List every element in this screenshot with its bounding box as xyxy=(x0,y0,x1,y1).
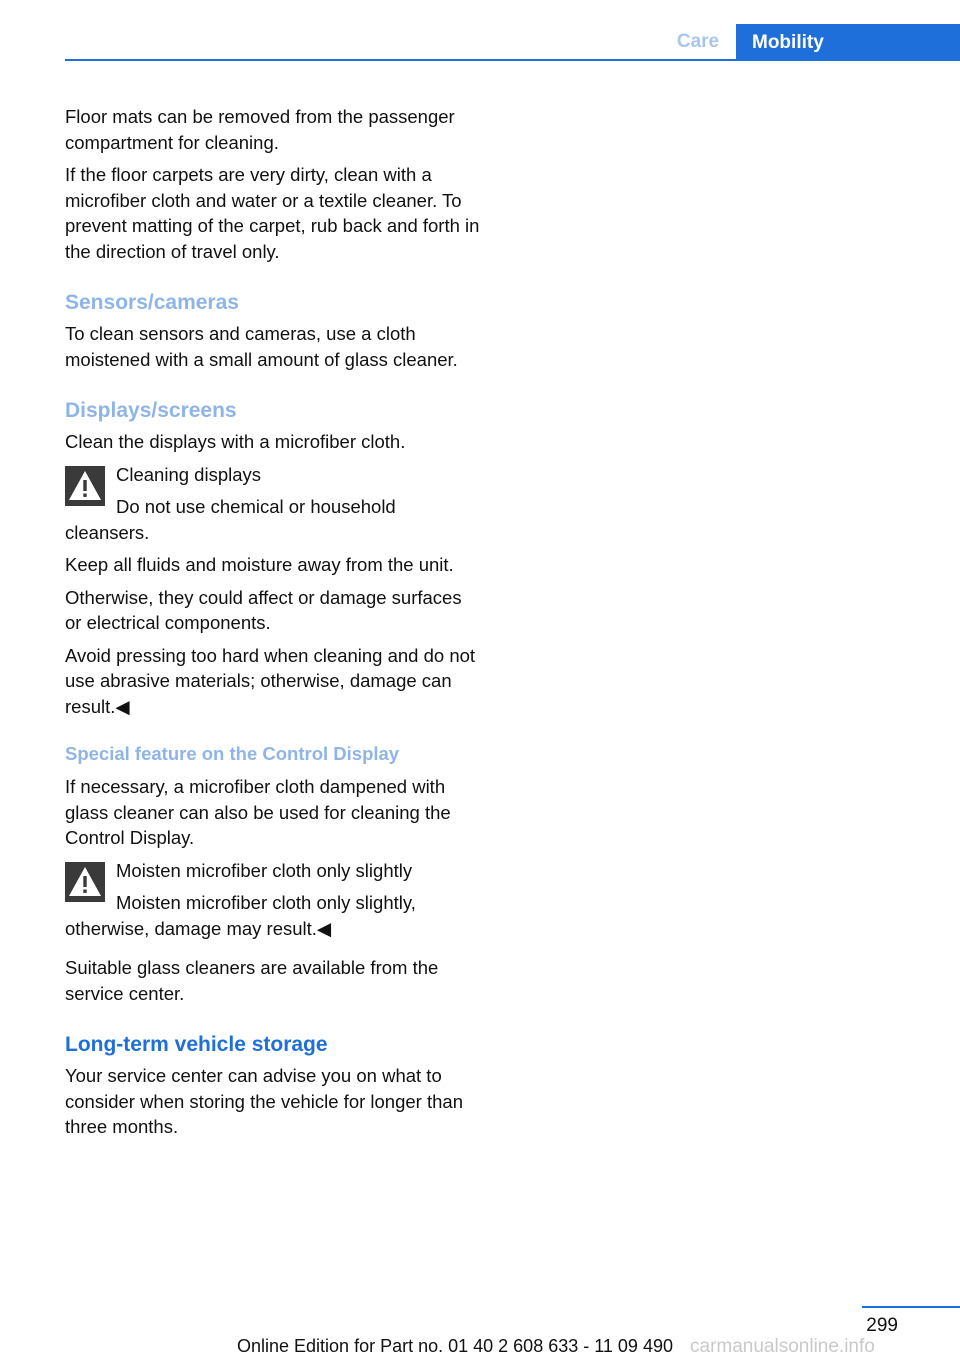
paragraph-floor-carpets: If the floor carpets are very dirty, clean with a microfiber cloth and water or a textile cleaner. To prevent matting of the carpet, rub back and forth in the direction of travel only. xyxy=(65,164,480,262)
paragraph-displays: Clean the displays with a microfiber cloth. xyxy=(65,431,406,452)
warning-title: Cleaning displays xyxy=(116,463,262,485)
warning-triangle-icon xyxy=(65,862,105,902)
paragraph-fluids: Keep all fluids and moisture away from the unit. xyxy=(65,554,454,575)
warning-text: Moisten microfiber cloth only slightly, otherwise, damage may result.◀ xyxy=(65,892,416,939)
heading-special-feature: Special feature on the Control Display xyxy=(65,743,400,764)
warning-text: Do not use chemical or household cleansers. xyxy=(65,496,396,543)
heading-displays-screens: Displays/screens xyxy=(65,399,237,422)
paragraph-avoid-pressing: Avoid pressing too hard when cleaning and do not use abrasive materials; otherwise, damage can result.◀ xyxy=(65,644,476,717)
heading-long-term-storage: Long-term vehicle storage xyxy=(65,1033,328,1056)
footer-rule xyxy=(862,1306,960,1308)
warning-cleaning-displays xyxy=(65,462,483,546)
warning-moisten-cloth xyxy=(65,858,483,942)
paragraph-otherwise: Otherwise, they could affect or damage surfaces or electrical components. xyxy=(65,586,462,633)
page-content xyxy=(65,104,483,1147)
paragraph-floor-mats: Floor mats can be removed from the passenger compartment for cleaning. xyxy=(65,106,455,153)
watermark: carmanualsonline.info xyxy=(690,1336,875,1357)
tab-mobility[interactable]: Mobility xyxy=(736,24,960,61)
page-number: 299 xyxy=(866,1315,898,1336)
paragraph-storage: Your service center can advise you on what to consider when storing the vehicle for longer than three months. xyxy=(65,1065,463,1137)
heading-sensors-cameras: Sensors/cameras xyxy=(65,291,239,314)
edition-text: Online Edition for Part no. 01 40 2 608 633 - 11 09 490 xyxy=(237,1336,673,1356)
paragraph-glass-cleaners: Suitable glass cleaners are available from the service center. xyxy=(65,957,439,1004)
paragraph-control-display: If necessary, a microfiber cloth dampened with glass cleaner can also be used for cleaning the Control Display. xyxy=(65,776,451,848)
tab-care[interactable]: Care xyxy=(676,31,720,52)
warning-title: Moisten microfiber cloth only slightly xyxy=(116,859,413,881)
paragraph-sensors: To clean sensors and cameras, use a cloth moistened with a small amount of glass cleaner. xyxy=(65,323,458,370)
warning-triangle-icon xyxy=(65,466,105,506)
